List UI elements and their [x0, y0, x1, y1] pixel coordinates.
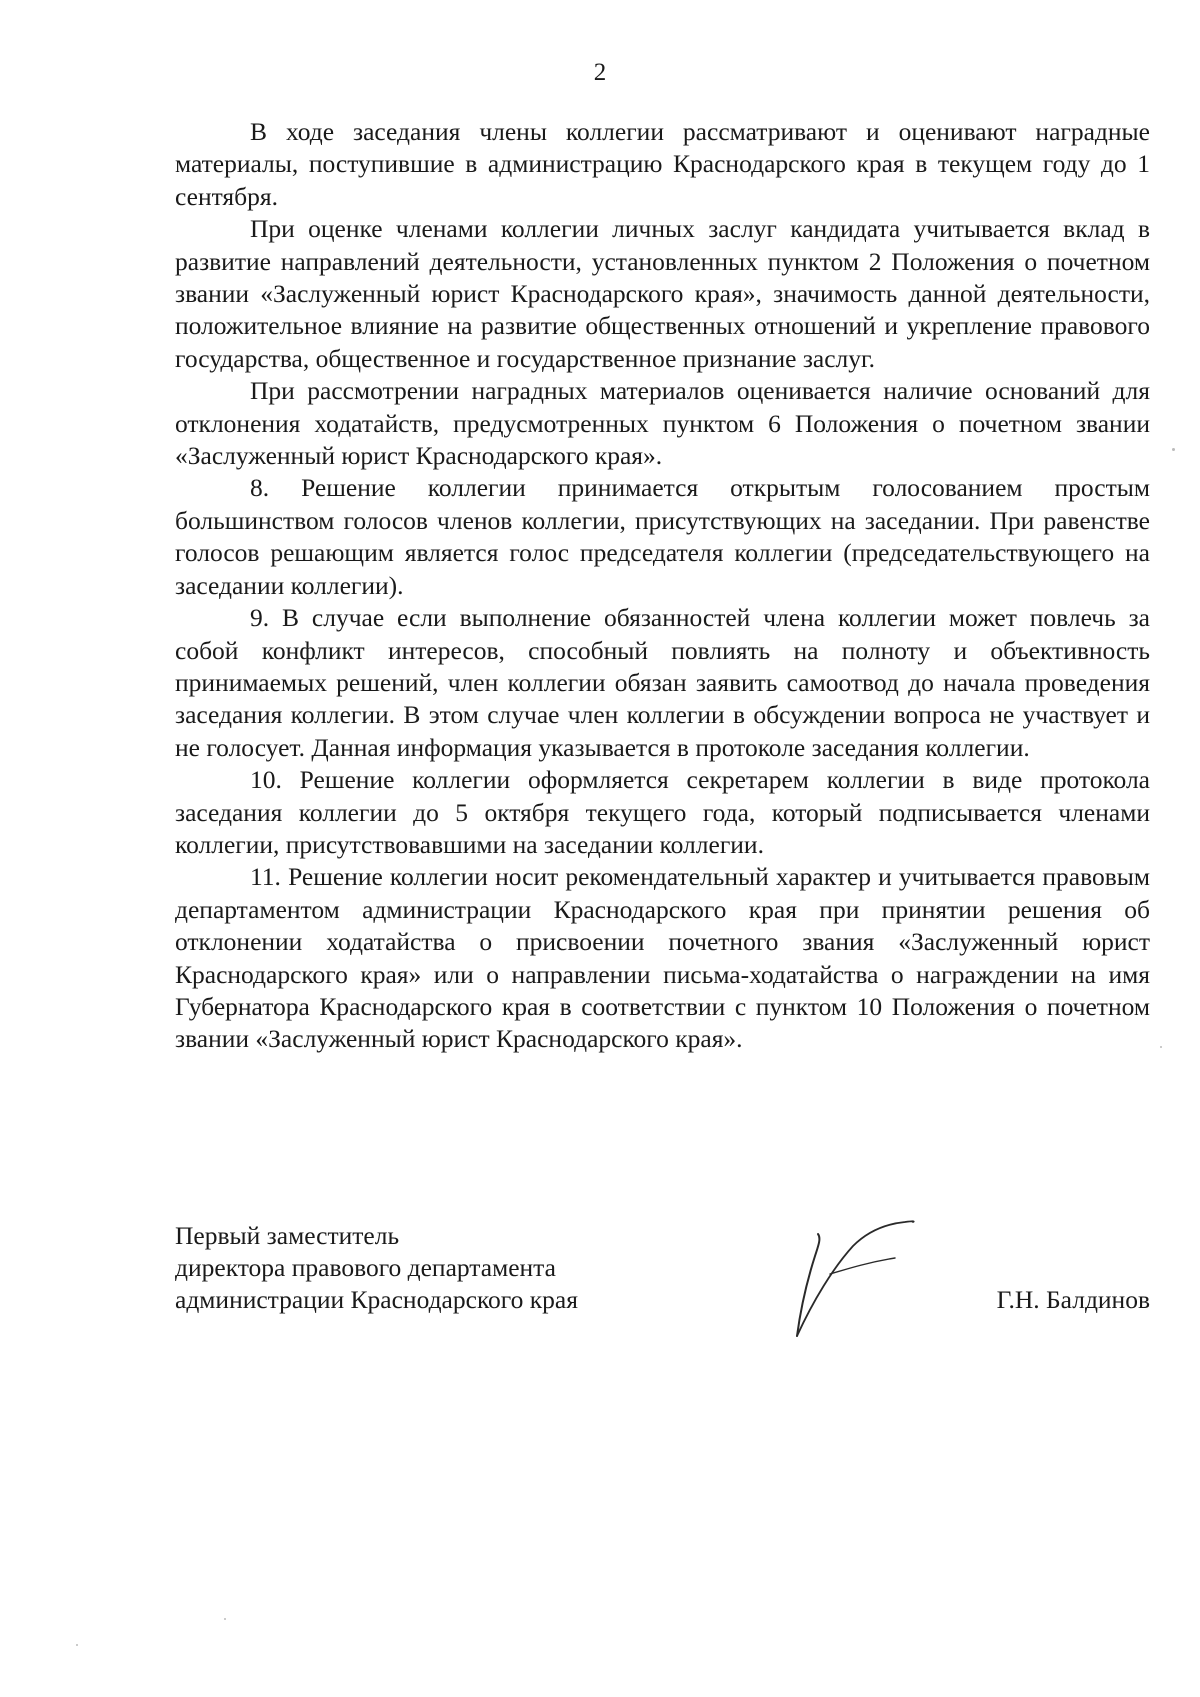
paragraph-item-8-voting: 8. Решение коллегии принимается открытым голосованием простым большинством голосов членов коллегии, присутствующих на заседании. При равенстве голосов решающим является голос председателя коллегии (председательствующего на заседании коллегии).	[175, 473, 1150, 600]
scan-speck	[1160, 1046, 1162, 1048]
signature-block	[175, 1220, 1150, 1340]
scan-speck	[1172, 448, 1175, 451]
paragraph-rejection-grounds: При рассмотрении наградных материалов оценивается наличие оснований для отклонения ходатайств, предусмотренных пунктом 6 Положения о почетном звании «Заслуженный юрист Краснодарского края».	[175, 376, 1150, 471]
signatory-position-line: Первый заместитель	[175, 1221, 400, 1250]
signatory-position-line: директора правового департамента	[175, 1253, 556, 1282]
handwritten-signature	[755, 1186, 935, 1346]
page-number: 2	[593, 59, 607, 86]
paragraph-review-materials: В ходе заседания члены коллегии рассматривают и оценивают наградные материалы, поступившие в администрацию Краснодарского края в текущем году до 1 сентября.	[175, 117, 1150, 211]
paragraph-merit-assessment: При оценке членами коллегии личных заслуг кандидата учитывается вклад в развитие направлений деятельности, установленных пунктом 2 Положения о почетном звании «Заслуженный юрист Краснодарского края», значимость данной деятельности, положительное влияние на развитие общественных отношений и укрепление правового государства, общественное и государственное признание заслуг.	[175, 214, 1150, 373]
paragraph-item-11-recommendation: 11. Решение коллегии носит рекомендательный характер и учитывается правовым департаментом администрации Краснодарского края при принятии решения об отклонении ходатайства о присвоении почетного звания «Заслуженный юрист Краснодарского края» или о направлении письма-ходатайства о награждении на имя Губернатора Краснодарского края в соответствии с пунктом 10 Положения о почетном звании «Заслуженный юрист Краснодарского края».	[175, 862, 1150, 1054]
signatory-name: Г.Н. Балдинов	[996, 1285, 1150, 1314]
signatory-position-line: администрации Краснодарского края	[175, 1285, 578, 1314]
scan-speck	[76, 1644, 78, 1646]
scan-speck	[224, 1618, 226, 1620]
paragraph-item-9-conflict: 9. В случае если выполнение обязанностей члена коллегии может повлечь за собой конфликт интересов, способный повлиять на полноту и объективность принимаемых решений, член коллегии обязан заявить самоотвод до начала проведения заседания коллегии. В этом случае член коллегии в обсуждении вопроса не участвует и не голосует. Данная информация указывается в протоколе заседания коллегии.	[175, 603, 1150, 762]
document-body	[175, 116, 1150, 1056]
paragraph-item-10-protocol: 10. Решение коллегии оформляется секретарем коллегии в виде протокола заседания коллегии до 5 октября текущего года, который подписывается членами коллегии, присутствовавшими на заседании коллегии.	[175, 765, 1150, 859]
signatory-position	[175, 1220, 578, 1316]
